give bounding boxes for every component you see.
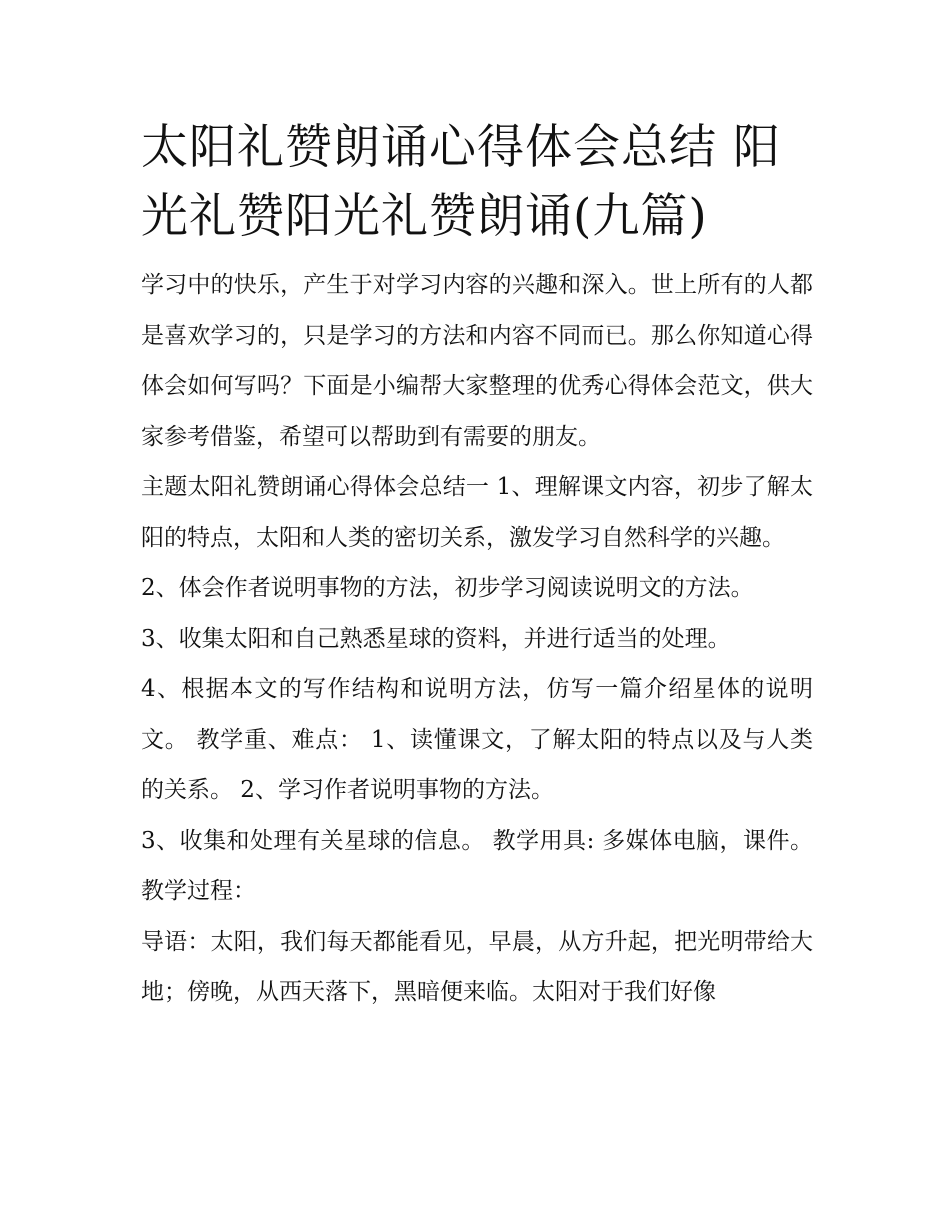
body-paragraph-4: 4、根据本文的写作结构和说明方法，仿写一篇介绍星体的说明文。 教学重、难点： 1、读懂课文，了解太阳的特点以及与人类的关系。 2、学习作者说明事物的方法。 [141, 676, 813, 803]
body-paragraph-3: 3、收集太阳和自己熟悉星球的资料，并进行适当的处理。 [141, 625, 731, 652]
document-body [141, 260, 813, 1018]
intro-paragraph: 学习中的快乐，产生于对学习内容的兴趣和深入。世上所有的人都是喜欢学习的，只是学习的方法和内容不同而已。那么你知道心得体会如何写吗？下面是小编帮大家整理的优秀心得体会范文，供大家参考借鉴，希望可以帮助到有需要的朋友。 [141, 272, 813, 450]
document-page [141, 113, 813, 1018]
body-paragraph-6: 导语：太阳，我们每天都能看见，早晨，从方升起，把光明带给大地；傍晚，从西天落下，黑暗便来临。太阳对于我们好像 [141, 928, 813, 1005]
body-paragraph-5: 3、收集和处理有关星球的信息。 教学用具: 多媒体电脑，课件。 教学过程： [141, 827, 813, 904]
body-paragraph-2: 2、体会作者说明事物的方法，初步学习阅读说明文的方法。 [141, 575, 754, 601]
document-title: 太阳礼赞朗诵心得体会总结 阳光礼赞阳光礼赞朗诵(九篇) [141, 120, 781, 244]
body-paragraph-1: 主题太阳礼赞朗诵心得体会总结一 1、理解课文内容，初步了解太阳的特点，太阳和人类的密切关系，激发学习自然科学的兴趣。 [141, 474, 813, 551]
